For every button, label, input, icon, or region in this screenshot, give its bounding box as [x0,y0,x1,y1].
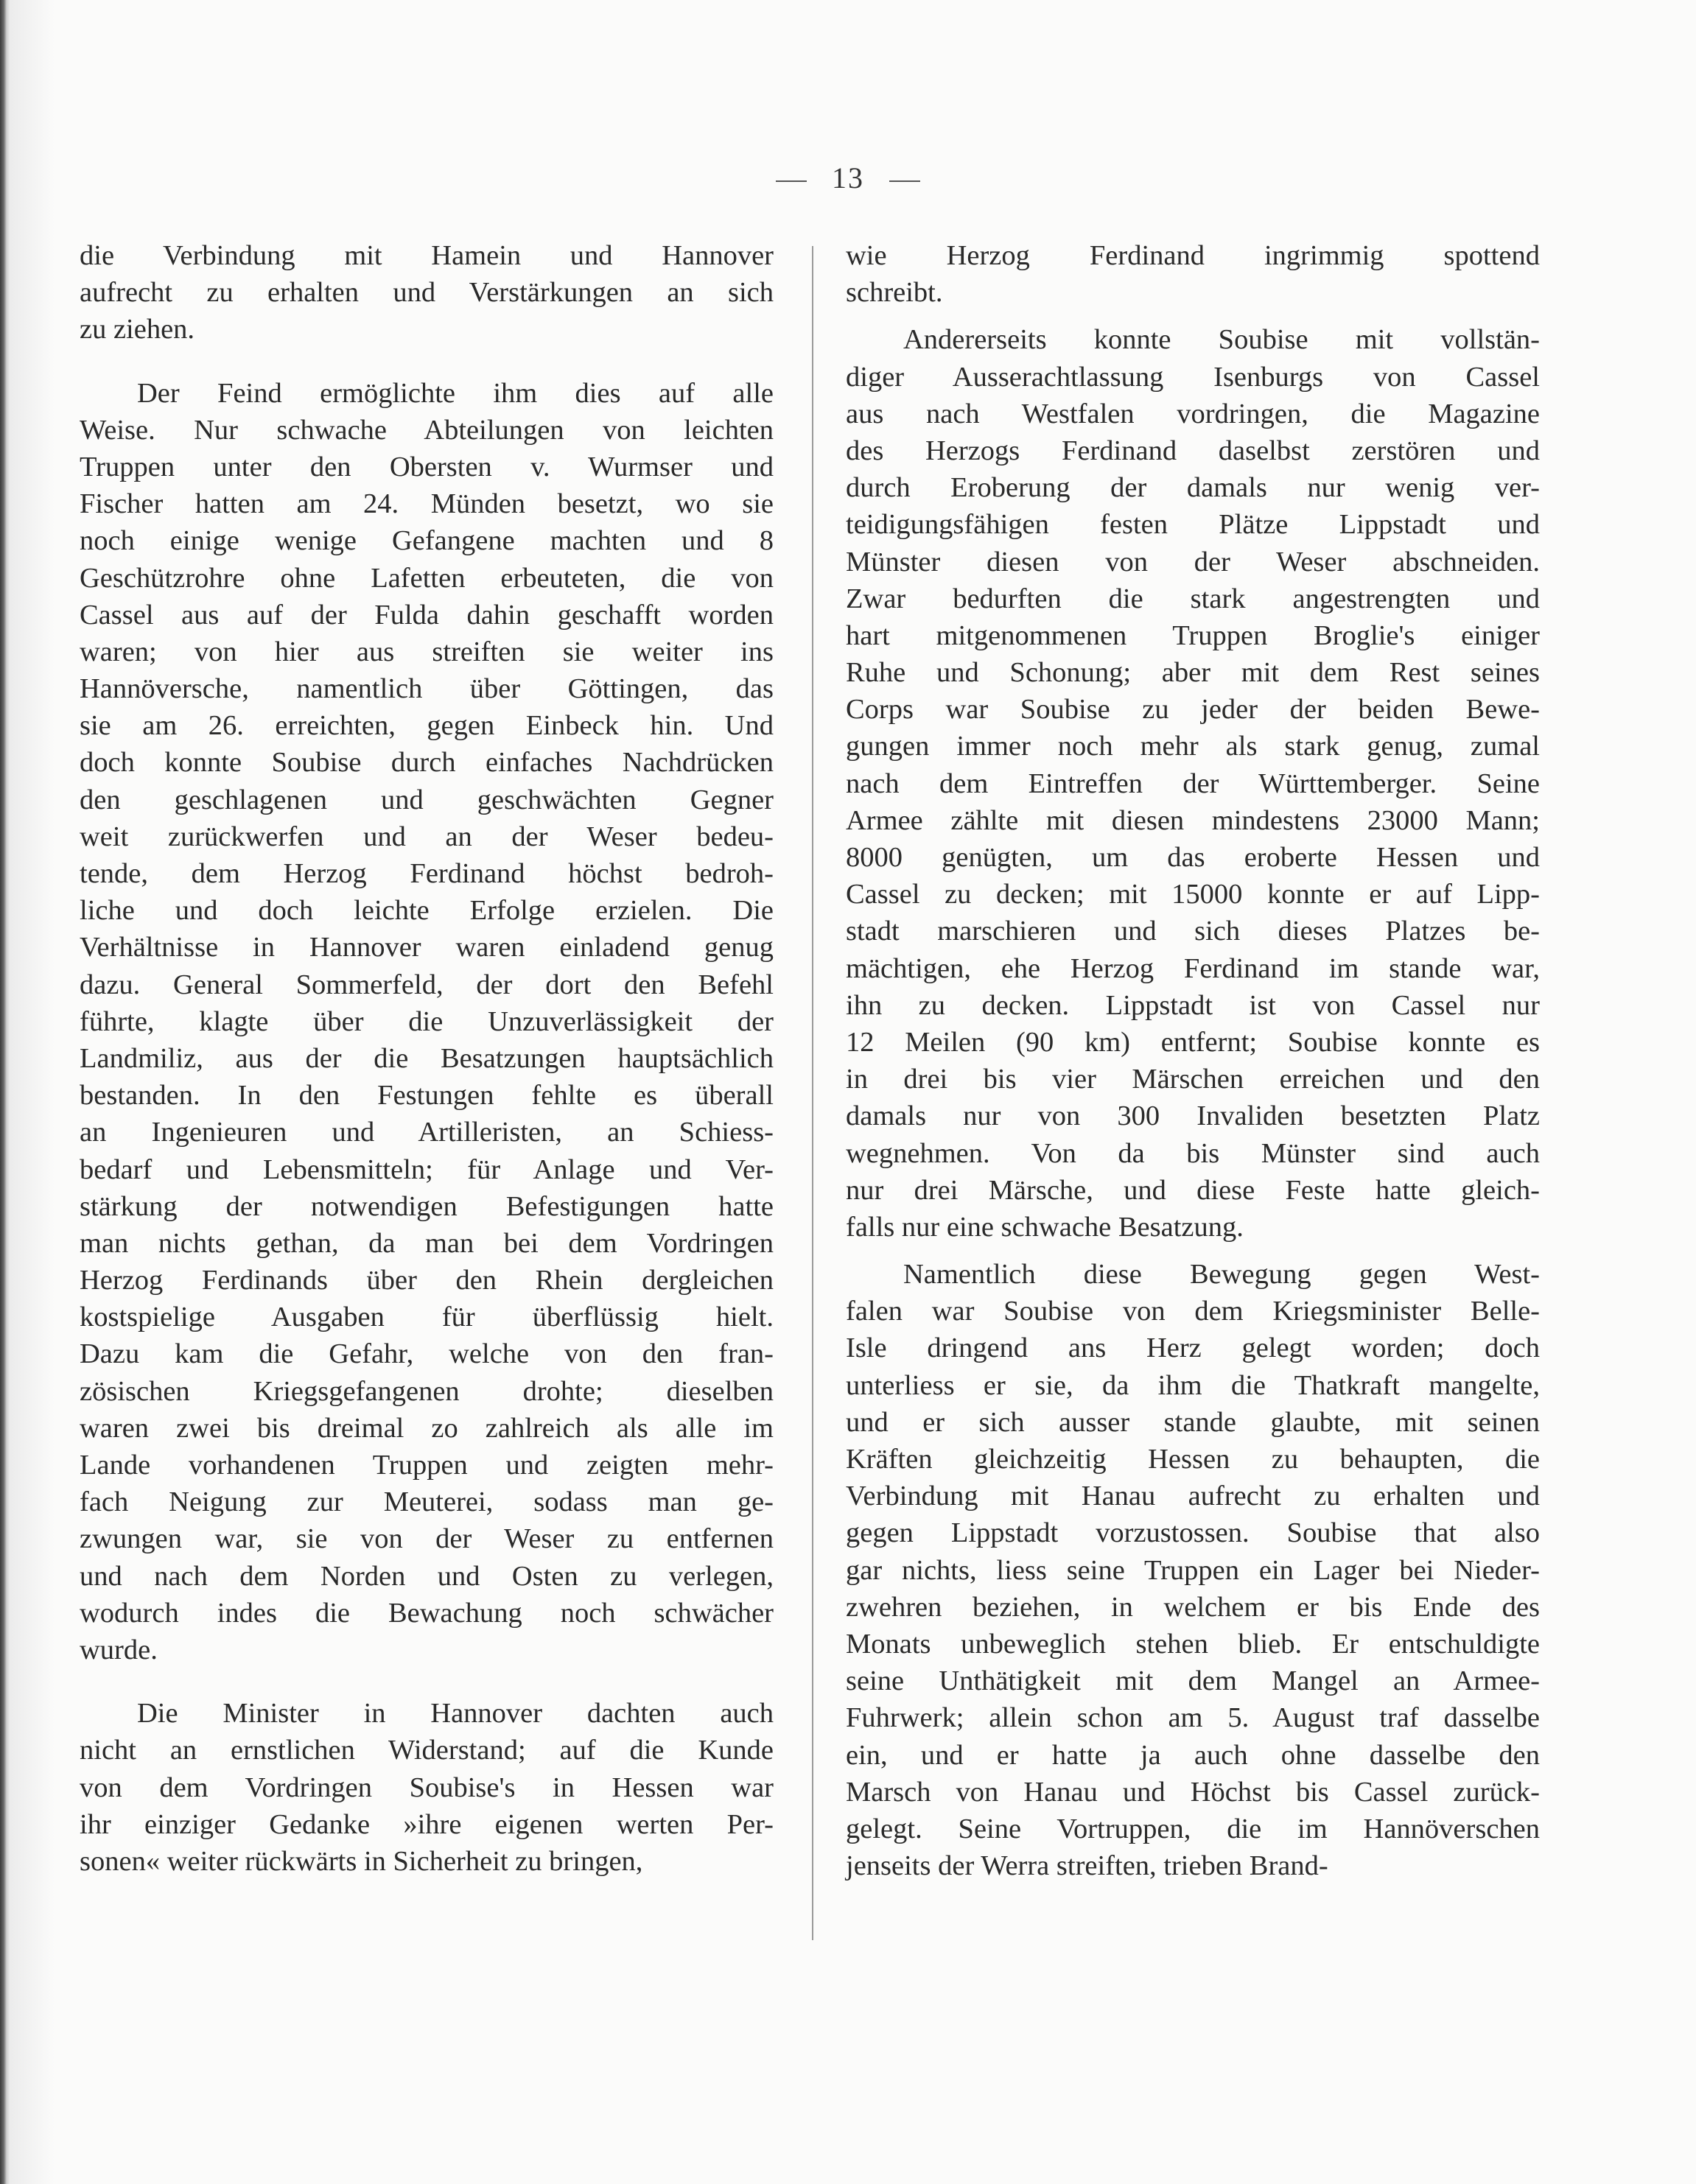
text-line: aus nach Westfalen vordringen, die Magazine [846,398,1540,429]
text-line: ihr einziger Gedanke »ihre eigenen werten Per- [80,1808,774,1840]
text-line: Namentlich diese Bewegung gegen West- [903,1259,1540,1291]
text-line: nach dem Eintreffen der Württemberger. Seine [846,768,1540,799]
text-line: Truppen unter den Obersten v. Wurmser und [80,451,774,482]
text-line: Dazu kam die Gefahr, welche von den fran- [80,1338,774,1370]
text-line: kostspielige Ausgaben für überflüssig hielt. [80,1302,774,1333]
paragraph-gap [80,1668,774,1695]
text-line: Lande vorhandenen Truppen und zeigten mehr- [80,1450,774,1481]
text-line: Cassel aus auf der Fulda dahin geschafft worden [80,599,774,631]
text-line: von dem Vordringen Soubise's in Hessen war [80,1772,774,1803]
text-line: seine Unthätigkeit mit dem Mangel an Armee- [846,1665,1540,1697]
text-line: waren zwei bis dreimal zo zahlreich als alle im [80,1412,774,1444]
text-line: Monats unbeweglich stehen blieb. Er entschuldigte [846,1628,1540,1660]
paragraph [846,237,1540,311]
text-line: dazu. General Sommerfeld, der dort den Befehl [80,969,774,1000]
page-number: 13 [832,161,864,194]
text-line: nur drei Märsche, und diese Feste hatte gleich- [846,1174,1540,1206]
text-line: an Ingenieuren und Artilleristen, an Schiess- [80,1117,774,1148]
text-line: diger Ausserachtlassung Isenburgs von Cassel [846,361,1540,393]
text-line: falls nur eine schwache Besatzung. [846,1211,1244,1243]
text-line: schreibt. [846,277,943,309]
text-line: wodurch indes die Bewachung noch schwächer [80,1597,774,1629]
column-divider [812,246,813,1940]
page-number-dash-left [776,180,807,182]
text-line: teidigungsfähigen festen Plätze Lippstadt und [846,509,1540,541]
paragraph-gap [846,1246,1540,1256]
paragraph-gap [80,348,774,375]
text-line: zu ziehen. [80,314,195,345]
text-line: wie Herzog Ferdinand ingrimmig spottend [846,240,1540,271]
text-line: liche und doch leichte Erfolge erzielen. Die [80,895,774,927]
text-line: Zwar bedurften die stark angestrengten und [846,583,1540,614]
text-line: Münster diesen von der Weser abschneiden. [846,546,1540,577]
text-line: doch konnte Soubise durch einfaches Nachdrücken [80,747,774,779]
text-line: und er sich ausser stande glaubte, mit seinen [846,1406,1540,1438]
text-line: mächtigen, ehe Herzog Ferdinand im stande war, [846,952,1540,984]
paragraph [80,375,774,1669]
text-line: damals nur von 300 Invaliden besetzten Platz [846,1100,1540,1132]
text-line: Geschützrohre ohne Lafetten erbeuteten, die von [80,562,774,594]
text-line: sie am 26. erreichten, gegen Einbeck hin. Und [80,710,774,742]
text-line: waren; von hier aus streiften sie weiter ins [80,636,774,667]
text-line: zösischen Kriegsgefangenen drohte; dieselben [80,1375,774,1407]
paragraph [80,237,774,348]
text-line: Herzog Ferdinands über den Rhein dergleichen [80,1265,774,1296]
text-line: Verbindung mit Hanau aufrecht zu erhalten und [846,1481,1540,1512]
text-line: falen war Soubise von dem Kriegsminister Belle- [846,1296,1540,1327]
text-line: die Verbindung mit Hamein und Hannover [80,240,774,271]
text-line: gelegt. Seine Vortruppen, die im Hannöverschen [846,1813,1540,1844]
page-number-dash-right [889,180,920,182]
text-line: Cassel zu decken; mit 15000 konnte er auf Lipp- [846,879,1540,910]
text-line: durch Eroberung der damals nur wenig ver- [846,472,1540,504]
text-line: 12 Meilen (90 km) entfernt; Soubise konnte es [846,1026,1540,1058]
text-line: Fuhrwerk; allein schon am 5. August traf dasselbe [846,1702,1540,1734]
text-line: Kräften gleichzeitig Hessen zu behaupten, die [846,1444,1540,1475]
text-line: fach Neigung zur Meuterei, sodass man ge- [80,1486,774,1518]
text-line: führte, klagte über die Unzuverlässigkeit der [80,1005,774,1037]
text-line: Weise. Nur schwache Abteilungen von leichten [80,414,774,446]
text-line: man nichts gethan, da man bei dem Vordringen [80,1227,774,1259]
text-line: Corps war Soubise zu jeder der beiden Bewe- [846,694,1540,726]
text-line: hart mitgenommenen Truppen Broglie's einiger [846,619,1540,651]
text-line: ein, und er hatte ja auch ohne dasselbe den [846,1739,1540,1771]
text-line: 8000 genügten, um das eroberte Hessen und [846,842,1540,873]
text-line: stärkung der notwendigen Befestigungen hatte [80,1190,774,1222]
paragraph-gap [846,311,1540,321]
paragraph [80,1695,774,1880]
text-line: stadt marschieren und sich dieses Platzes be- [846,916,1540,947]
text-line: bedarf und Lebensmitteln; für Anlage und Ver- [80,1154,774,1185]
text-line: gar nichts, liess seine Truppen ein Lager bei Nieder- [846,1554,1540,1586]
text-line: bestanden. In den Festungen fehlte es überall [80,1080,774,1112]
text-line: des Herzogs Ferdinand daselbst zerstören und [846,435,1540,466]
text-line: gungen immer noch mehr als stark genug, zumal [846,731,1540,762]
text-line: Andererseits konnte Soubise mit vollstän- [903,324,1540,356]
text-line: gegen Lippstadt vorzustossen. Soubise that also [846,1517,1540,1549]
text-line: den geschlagenen und geschwächten Gegner [80,784,774,815]
page-number-header [0,161,1696,195]
text-line: unterliess er sie, da ihm die Thatkraft mangelte, [846,1369,1540,1401]
text-line: Marsch von Hanau und Höchst bis Cassel zurück- [846,1776,1540,1808]
text-line: zwehren beziehen, in welchem er bis Ende des [846,1591,1540,1623]
page-binding-edge [0,0,10,2184]
text-line: Die Minister in Hannover dachten auch [137,1698,774,1730]
text-line: Verhältnisse in Hannover waren einladend genug [80,932,774,963]
paragraph [846,1256,1540,1884]
left-column [80,237,774,1880]
text-line: und nach dem Norden und Osten zu verlegen, [80,1560,774,1592]
text-line: Hannöversche, namentlich über Göttingen, das [80,673,774,705]
text-line: Landmiliz, aus der die Besatzungen hauptsächlich [80,1042,774,1074]
text-line: Ruhe und Schonung; aber mit dem Rest seines [846,657,1540,689]
right-column [846,237,1540,1884]
text-line: in drei bis vier Märschen erreichen und den [846,1064,1540,1095]
text-line: wurde. [80,1634,158,1665]
text-line: aufrecht zu erhalten und Verstärkungen an sich [80,277,774,309]
text-line: weit zurückwerfen und an der Weser bedeu- [80,821,774,852]
text-line: Fischer hatten am 24. Münden besetzt, wo sie [80,488,774,520]
text-line: nicht an ernstlichen Widerstand; auf die Kunde [80,1735,774,1766]
text-line: Isle dringend ans Herz gelegt worden; doch [846,1332,1540,1364]
text-line: Armee zählte mit diesen mindestens 23000 Mann; [846,804,1540,836]
text-line: zwungen war, sie von der Weser zu entfernen [80,1523,774,1555]
text-line: Der Feind ermöglichte ihm dies auf alle [137,377,774,409]
page-gutter-shadow [10,0,55,2184]
text-line: tende, dem Herzog Ferdinand höchst bedroh- [80,858,774,889]
text-line: noch einige wenige Gefangene machten und 8 [80,525,774,557]
text-line: wegnehmen. Von da bis Münster sind auch [846,1137,1540,1169]
paragraph [846,321,1540,1246]
text-line: jenseits der Werra streiften, trieben Brand- [846,1850,1328,1882]
text-line: ihn zu decken. Lippstadt ist von Cassel nur [846,989,1540,1021]
text-line: sonen« weiter rückwärts in Sicherheit zu bringen, [80,1845,643,1877]
